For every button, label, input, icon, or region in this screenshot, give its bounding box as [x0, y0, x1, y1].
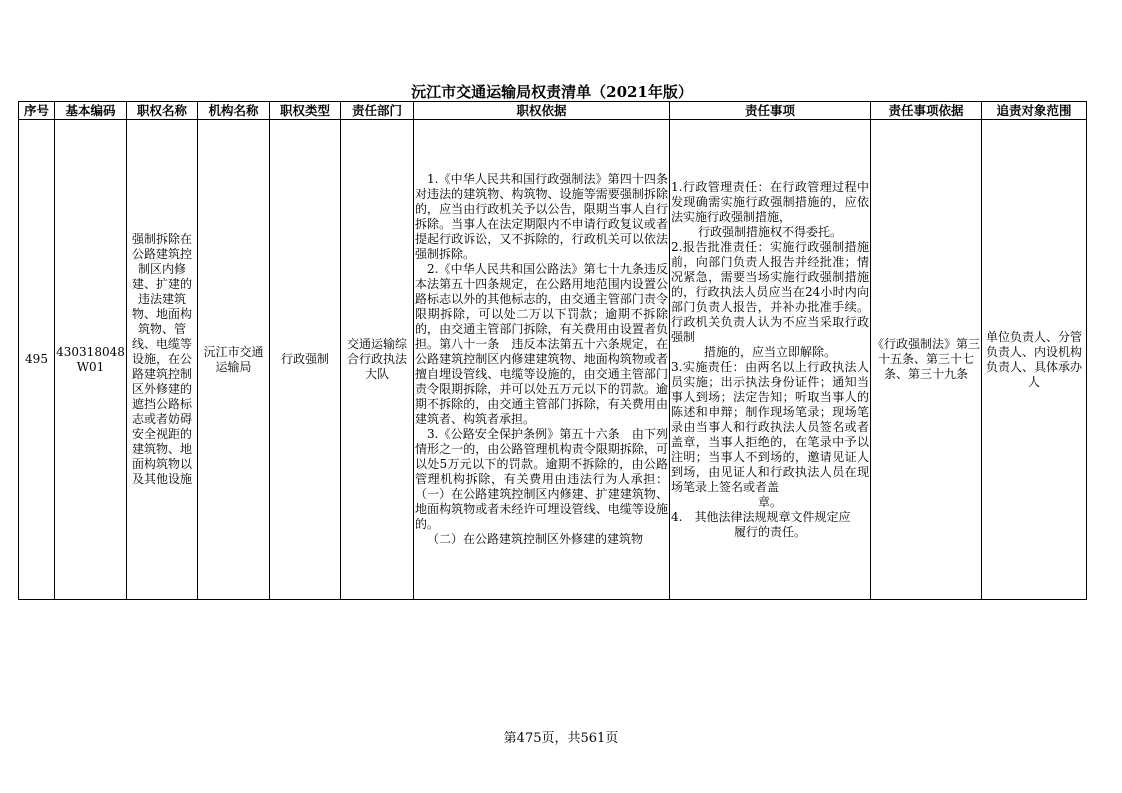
cell-duties: [670, 120, 871, 600]
duty-paragraph: 1.行政管理责任：在行政管理过程中发现确需实施行政强制措施的，应依法实施行政强制措施，: [671, 179, 869, 224]
duty-paragraph: 章。: [757, 494, 782, 509]
header-authority-basis: 职权依据: [414, 102, 670, 120]
cell-code: 430318048W01: [55, 120, 127, 600]
cell-authority-basis: [414, 120, 670, 600]
duty-paragraph: 2.报告批准责任：实施行政强制措施前，向部门负责人报告并经批准；情况紧急，需要当场实施行政强制措施的，行政执法人员应当在24小时内向部门负责人报告，并补办批准手续。行政机关负责人认为不应当采取行政强制: [671, 239, 869, 344]
cell-seq: 495: [19, 120, 55, 600]
authority-table: [18, 101, 1087, 600]
duty-paragraph: 措施的，应当立即解除。: [703, 344, 836, 359]
header-responsible-dept: 责任部门: [341, 102, 414, 120]
duty-paragraph: 行政强制措施权不得委托。: [697, 224, 842, 239]
page-title: 沅江市交通运输局权责清单（2021年版）: [411, 83, 693, 101]
header-row: [19, 102, 1087, 120]
duty-paragraph: 4. 其他法律法规规章文件规定应: [671, 509, 851, 524]
basis-paragraph: （二）在公路建筑控制区外修建的建筑物: [427, 532, 644, 546]
header-seq: 序号: [19, 102, 55, 120]
cell-authority-type: 行政强制: [270, 120, 341, 600]
header-agency: 机构名称: [198, 102, 270, 120]
basis-paragraph: 3.《公路安全保护条例》第五十六条 由下列情形之一的，由公路管理机构责令限期拆除，可以处5万元以下的罚款。逾期不拆除的，由公路管理机构拆除，有关费用由违法行为人承担：（一）在公路建筑控制区内修建、扩建建筑物、地面构筑物或者未经许可埋设管线、电缆等设施的。: [415, 427, 668, 531]
header-authority-type: 职权类型: [270, 102, 341, 120]
header-duties: 责任事项: [670, 102, 871, 120]
duty-paragraph: 3.实施责任：由两名以上行政执法人员实施；出示执法身份证件；通知当事人到场；法定告知；听取当事人的陈述和申辩；制作现场笔录；现场笔录由当事人和行政执法人员签名或者盖章，当事人拒绝的，在笔录中予以注明；当事人不到场的，邀请见证人到场，由见证人和行政执法人员在现场笔录上签名或者盖: [671, 359, 869, 494]
header-authority-name: 职权名称: [127, 102, 198, 120]
cell-accountability: 单位负责人、分管负责人、内设机构负责人、具体承办人: [982, 120, 1087, 600]
cell-agency: 沅江市交通运输局: [198, 120, 270, 600]
header-accountability: 追责对象范围: [982, 102, 1087, 120]
header-code: 基本编码: [55, 102, 127, 120]
duty-paragraph: 履行的责任。: [733, 524, 806, 539]
basis-paragraph: 1.《中华人民共和国行政强制法》第四十四条 对违法的建筑物、构筑物、设施等需要强制拆除的，应当由行政机关予以公告，限期当事人自行拆除。当事人在法定期限内不申请行政复议或者提起行政诉讼，又不拆除的，行政机关可以依法强制拆除。: [415, 172, 668, 261]
cell-responsible-dept: 交通运输综合行政执法大队: [341, 120, 414, 600]
cell-duty-basis: 《行政强制法》第三十五条、第三十七条、第三十九条: [871, 120, 982, 600]
page-number: 第475页，共561页: [503, 731, 619, 746]
header-duty-basis: 责任事项依据: [871, 102, 982, 120]
cell-authority-name: 强制拆除在公路建筑控制区内修建、扩建的违法建筑物、地面构筑物、管线、电缆等设施，在公路建筑控制区外修建的遮挡公路标志或者妨碍安全视距的建筑物、地面构筑物以及其他设施: [127, 120, 198, 600]
table-row: [19, 120, 1087, 600]
basis-paragraph: 2.《中华人民共和国公路法》第七十九条违反本法第五十四条规定，在公路用地范围内设置公路标志以外的其他标志的，由交通主管部门责令限期拆除，可以处二万以下罚款；逾期不拆除的，由交通主管部门拆除，有关费用由设置者负担。第八十一条 违反本法第五十六条规定，在公路建筑控制区内修建建筑物、地面构筑物或者擅自埋设管线、电缆等设施的，由交通主管部门责令限期拆除，并可以处五万元以下的罚款。逾期不拆除的，由交通主管部门拆除，有关费用由建筑者、构筑者承担。: [415, 262, 668, 426]
